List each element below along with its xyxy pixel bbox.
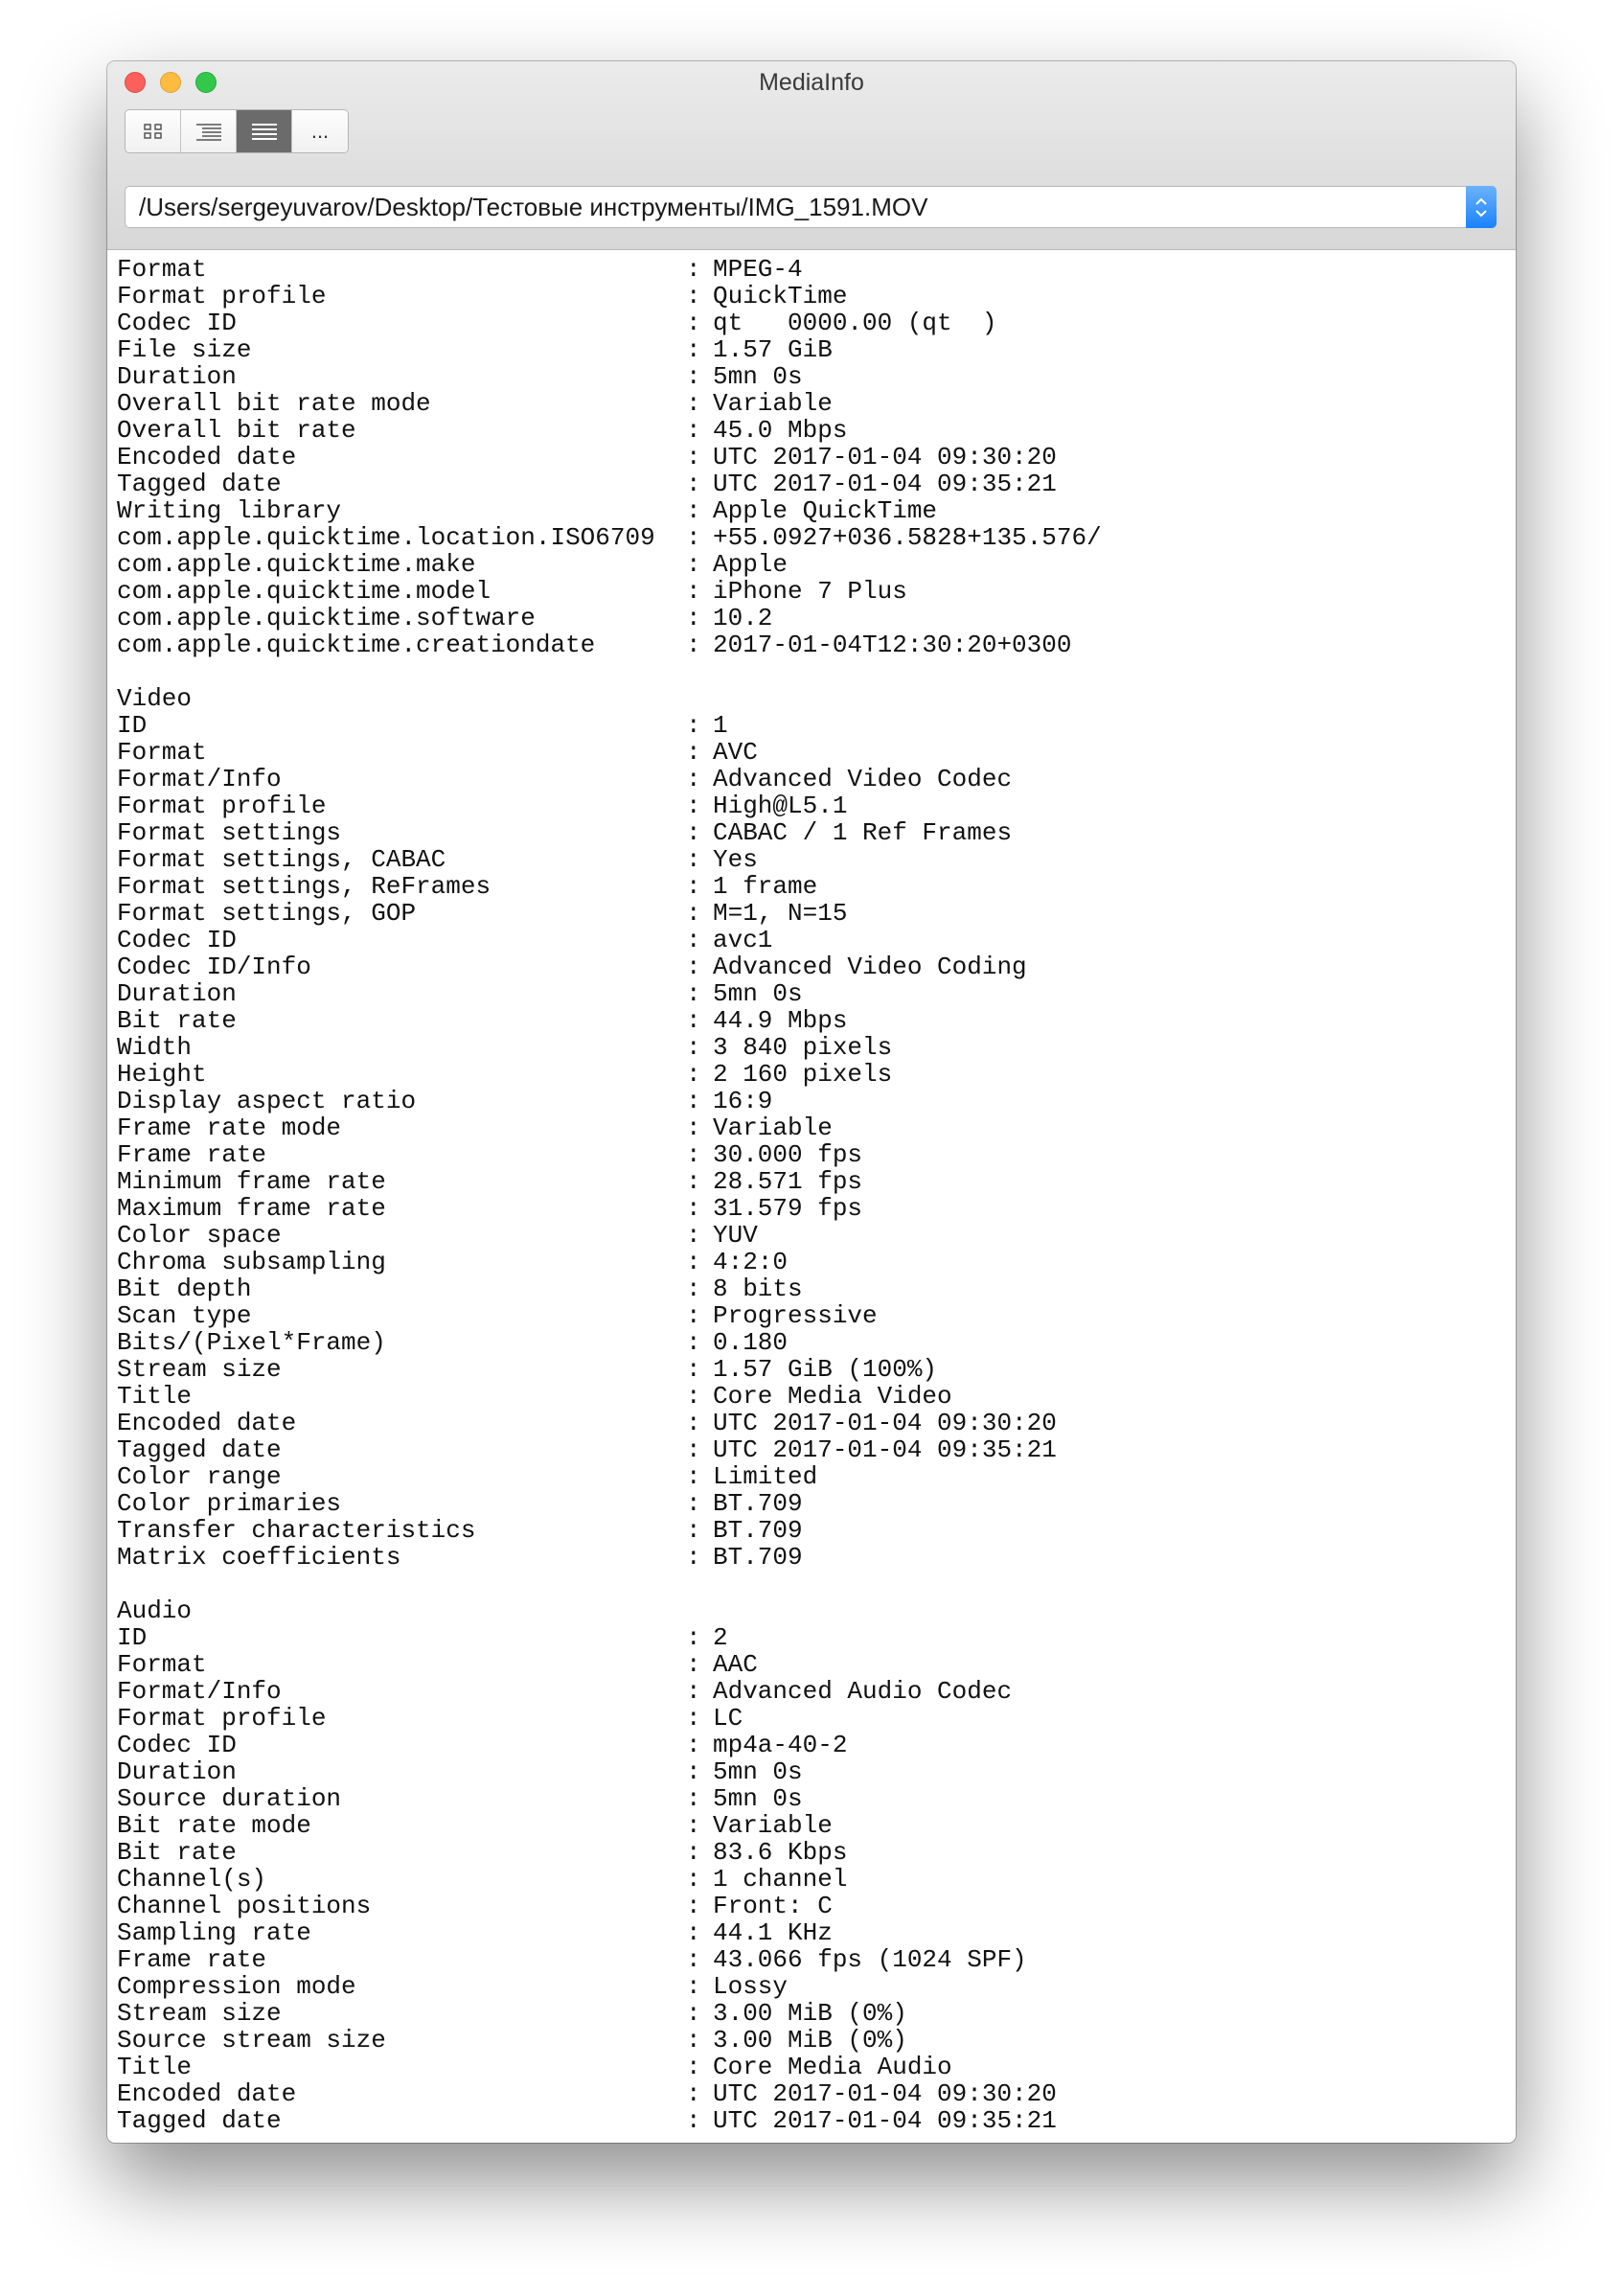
report-row <box>117 1274 803 1303</box>
report-row <box>117 1382 952 1411</box>
report-row <box>117 1194 863 1223</box>
field-name: Codec ID <box>117 1731 237 1759</box>
report-row <box>117 2053 952 2081</box>
field-separator: : <box>686 792 701 820</box>
field-separator: : <box>686 1462 701 1491</box>
report-row <box>117 1248 789 1276</box>
field-value: 5mn 0s <box>713 362 803 391</box>
field-value: 1.57 GiB <box>713 335 833 364</box>
field-value: 8 bits <box>713 1274 803 1303</box>
field-separator: : <box>686 1865 701 1894</box>
field-separator: : <box>686 1623 701 1652</box>
field-value: 0.180 <box>713 1328 789 1357</box>
report-row <box>117 496 938 525</box>
field-value: 16:9 <box>713 1087 773 1115</box>
field-name: File size <box>117 335 252 364</box>
field-value: UTC 2017-01-04 09:30:20 <box>713 443 1057 471</box>
field-value: Core Media Audio <box>713 2053 952 2081</box>
file-path-text: /Users/sergeyuvarov/Desktop/Тестовые инструменты/IMG_1591.MOV <box>139 193 928 221</box>
field-name: Bit rate mode <box>117 1811 311 1840</box>
field-name: com.apple.quicktime.software <box>117 604 536 632</box>
field-separator: : <box>686 1757 701 1786</box>
field-value: BT.709 <box>713 1516 803 1545</box>
report-row <box>117 1784 803 1813</box>
report-row <box>117 1355 938 1384</box>
field-value: UTC 2017-01-04 09:35:21 <box>713 2106 1057 2135</box>
field-separator: : <box>686 1301 701 1330</box>
report-row <box>117 1462 818 1491</box>
report-row <box>117 362 803 391</box>
report-row <box>117 470 1057 498</box>
field-value: 83.6 Kbps <box>713 1838 848 1867</box>
report-row <box>117 1731 848 1759</box>
more-label: ... <box>310 119 330 143</box>
field-separator: : <box>686 496 701 525</box>
field-name: Color space <box>117 1221 282 1250</box>
field-name: com.apple.quicktime.model <box>117 577 491 606</box>
popup-chevron-icon <box>1466 186 1497 228</box>
field-separator: : <box>686 604 701 632</box>
report-row <box>117 1972 789 2001</box>
field-separator: : <box>686 1999 701 2028</box>
field-name: Duration <box>117 1757 237 1786</box>
report-row <box>117 255 803 284</box>
field-separator: : <box>686 1221 701 1250</box>
field-value: 1.57 GiB (100%) <box>713 1355 938 1384</box>
field-value: CABAC / 1 Ref Frames <box>713 818 1013 847</box>
field-name: com.apple.quicktime.location.ISO6709 <box>117 523 655 552</box>
report-row <box>117 1543 803 1572</box>
report-row <box>117 1623 728 1652</box>
report-row <box>117 1060 893 1089</box>
field-value: 1 frame <box>713 872 818 901</box>
field-name: Compression mode <box>117 1972 356 2001</box>
field-name: Chroma subsampling <box>117 1248 386 1276</box>
field-separator: : <box>686 631 701 659</box>
field-value: Core Media Video <box>713 1382 952 1411</box>
report-row <box>117 1409 1057 1437</box>
report-row <box>117 1918 833 1947</box>
field-name: Scan type <box>117 1301 252 1330</box>
report-row <box>117 577 907 606</box>
report-row <box>117 711 728 740</box>
report-row <box>117 631 1072 659</box>
field-name: Channel(s) <box>117 1865 267 1894</box>
field-value: UTC 2017-01-04 09:35:21 <box>713 1435 1057 1464</box>
field-value: Apple <box>713 550 789 579</box>
field-name: Color primaries <box>117 1489 342 1518</box>
field-name: Format <box>117 1650 207 1679</box>
report-row <box>117 523 1102 552</box>
field-separator: : <box>686 818 701 847</box>
field-separator: : <box>686 1677 701 1706</box>
field-separator: : <box>686 926 701 954</box>
field-name: Writing library <box>117 496 342 525</box>
field-separator: : <box>686 577 701 606</box>
field-value: Progressive <box>713 1301 878 1330</box>
field-value: High@L5.1 <box>713 792 848 820</box>
report-row <box>117 1489 803 1518</box>
text-view-icon <box>250 122 279 141</box>
field-name: Format profile <box>117 1704 327 1733</box>
report-row <box>117 1865 848 1894</box>
field-value: Yes <box>713 845 758 874</box>
report-row <box>117 1114 833 1142</box>
field-name: Codec ID <box>117 309 237 337</box>
field-separator: : <box>686 335 701 364</box>
blank-line <box>117 658 192 685</box>
field-separator: : <box>686 1516 701 1545</box>
field-separator: : <box>686 309 701 337</box>
field-separator: : <box>686 1087 701 1115</box>
field-value: Lossy <box>713 1972 789 2001</box>
field-name: Encoded date <box>117 443 297 471</box>
field-value: qt 0000.00 (qt ) <box>713 309 997 337</box>
field-separator: : <box>686 255 701 284</box>
field-separator: : <box>686 1972 701 2001</box>
field-separator: : <box>686 2053 701 2081</box>
report-row <box>117 1704 743 1733</box>
field-value: Variable <box>713 389 833 418</box>
view-mode-more-button[interactable] <box>292 110 348 152</box>
field-name: Duration <box>117 979 237 1008</box>
field-name: Source duration <box>117 1784 342 1813</box>
field-separator: : <box>686 1945 701 1974</box>
report-row <box>117 335 833 364</box>
field-value: UTC 2017-01-04 09:30:20 <box>713 2079 1057 2108</box>
field-value: 10.2 <box>713 604 773 632</box>
report-row <box>117 845 758 874</box>
field-value: BT.709 <box>713 1489 803 1518</box>
blank-line <box>117 1571 192 1597</box>
report-row <box>117 443 1057 471</box>
field-name: com.apple.quicktime.creationdate <box>117 631 596 659</box>
field-name: ID <box>117 1623 148 1652</box>
field-name: Maximum frame rate <box>117 1194 386 1223</box>
field-name: Color range <box>117 1462 282 1491</box>
view-mode-tree-button[interactable] <box>181 110 237 152</box>
field-separator: : <box>686 416 701 445</box>
field-value: 2017-01-04T12:30:20+0300 <box>713 631 1072 659</box>
field-name: Minimum frame rate <box>117 1167 386 1196</box>
field-value: 5mn 0s <box>713 979 803 1008</box>
field-value: iPhone 7 Plus <box>713 577 907 606</box>
field-separator: : <box>686 1731 701 1759</box>
field-separator: : <box>686 362 701 391</box>
field-name: Height <box>117 1060 207 1089</box>
field-separator: : <box>686 711 701 740</box>
field-name: Title <box>117 1382 193 1411</box>
field-separator: : <box>686 1114 701 1142</box>
field-value: 5mn 0s <box>713 1784 803 1813</box>
report-row <box>117 309 997 337</box>
report-row <box>117 1301 878 1330</box>
field-separator: : <box>686 1033 701 1062</box>
report-text <box>117 255 1102 2135</box>
field-value: mp4a-40-2 <box>713 1731 848 1759</box>
field-name: Encoded date <box>117 2079 297 2108</box>
field-name: Channel positions <box>117 1892 372 1920</box>
field-value: Advanced Video Coding <box>713 953 1027 981</box>
report-row <box>117 792 848 820</box>
field-name: Encoded date <box>117 1409 297 1437</box>
report-row <box>117 979 803 1008</box>
report-row <box>117 282 848 310</box>
field-name: Stream size <box>117 1999 282 2028</box>
field-name: Format profile <box>117 282 327 310</box>
field-name: com.apple.quicktime.make <box>117 550 476 579</box>
field-name: Bit rate <box>117 1006 237 1035</box>
report-row <box>117 604 773 632</box>
report-row <box>117 2026 907 2055</box>
field-separator: : <box>686 1194 701 1223</box>
field-separator: : <box>686 443 701 471</box>
field-separator: : <box>686 1328 701 1357</box>
field-separator: : <box>686 845 701 874</box>
report-row <box>117 1892 833 1920</box>
report-row <box>117 926 773 954</box>
field-name: Frame rate mode <box>117 1114 342 1142</box>
report-row <box>117 2106 1057 2135</box>
field-value: AAC <box>713 1650 758 1679</box>
field-name: Stream size <box>117 1355 282 1384</box>
field-name: Width <box>117 1033 193 1062</box>
field-separator: : <box>686 1060 701 1089</box>
report-row <box>117 1945 1027 1974</box>
report-row <box>117 1516 803 1545</box>
report-row <box>117 389 833 418</box>
report-row <box>117 1677 1013 1706</box>
field-value: 3.00 MiB (0%) <box>713 1999 907 2028</box>
field-separator: : <box>686 1382 701 1411</box>
field-separator: : <box>686 2079 701 2108</box>
report-row <box>117 1999 907 2028</box>
report-row <box>117 1006 848 1035</box>
view-mode-segmented-control <box>125 109 349 153</box>
field-value: 43.066 fps (1024 SPF) <box>713 1945 1027 1974</box>
report-row <box>117 738 758 767</box>
field-separator: : <box>686 2106 701 2135</box>
view-mode-text-button[interactable] <box>237 110 292 152</box>
tree-view-icon <box>194 122 223 141</box>
field-value: MPEG-4 <box>713 255 803 284</box>
field-separator: : <box>686 1918 701 1947</box>
report-row <box>117 765 1013 793</box>
field-separator: : <box>686 1838 701 1867</box>
field-value: BT.709 <box>713 1543 803 1572</box>
report-row <box>117 2079 1057 2108</box>
view-mode-easy-button[interactable] <box>126 110 181 152</box>
field-name: Frame rate <box>117 1140 267 1169</box>
field-value: avc1 <box>713 926 773 954</box>
field-separator: : <box>686 872 701 901</box>
field-name: Title <box>117 2053 193 2081</box>
field-value: Apple QuickTime <box>713 496 938 525</box>
field-name: Display aspect ratio <box>117 1087 417 1115</box>
field-separator: : <box>686 2026 701 2055</box>
field-value: 44.9 Mbps <box>713 1006 848 1035</box>
field-value: M=1, N=15 <box>713 899 848 928</box>
field-separator: : <box>686 1811 701 1840</box>
field-separator: : <box>686 765 701 793</box>
field-value: Variable <box>713 1811 833 1840</box>
field-value: 30.000 fps <box>713 1140 863 1169</box>
field-name: Bit rate <box>117 1838 237 1867</box>
field-name: Bit depth <box>117 1274 252 1303</box>
field-value: Advanced Audio Codec <box>713 1677 1013 1706</box>
field-value: 45.0 Mbps <box>713 416 848 445</box>
field-value: 1 <box>713 711 728 740</box>
field-name: Bits/(Pixel*Frame) <box>117 1328 386 1357</box>
field-separator: : <box>686 389 701 418</box>
field-value: 2 <box>713 1623 728 1652</box>
field-name: Format profile <box>117 792 327 820</box>
field-separator: : <box>686 1274 701 1303</box>
report-row <box>117 899 848 928</box>
field-name: Format settings <box>117 818 342 847</box>
field-value: 3 840 pixels <box>713 1033 893 1062</box>
field-name: Format settings, ReFrames <box>117 872 491 901</box>
field-name: Format settings, GOP <box>117 899 417 928</box>
field-value: 2 160 pixels <box>713 1060 893 1089</box>
report-row <box>117 1838 848 1867</box>
field-name: Tagged date <box>117 470 282 498</box>
report-row <box>117 1221 758 1250</box>
field-name: Sampling rate <box>117 1918 311 1947</box>
field-value: 5mn 0s <box>713 1757 803 1786</box>
field-separator: : <box>686 523 701 552</box>
field-separator: : <box>686 738 701 767</box>
field-name: ID <box>117 711 148 740</box>
field-value: Advanced Video Codec <box>713 765 1013 793</box>
field-name: Transfer characteristics <box>117 1516 476 1545</box>
field-separator: : <box>686 1704 701 1733</box>
field-name: Overall bit rate <box>117 416 356 445</box>
report-row <box>117 1033 893 1062</box>
field-name: Source stream size <box>117 2026 386 2055</box>
report-row <box>117 1757 803 1786</box>
field-separator: : <box>686 1650 701 1679</box>
field-name: Overall bit rate mode <box>117 389 431 418</box>
field-value: 44.1 KHz <box>713 1918 833 1947</box>
field-name: Codec ID/Info <box>117 953 311 981</box>
field-value: YUV <box>713 1221 758 1250</box>
report-text-view[interactable] <box>107 250 1516 2143</box>
grid-view-icon <box>143 123 164 140</box>
report-row <box>117 818 1013 847</box>
field-name: Format <box>117 255 207 284</box>
field-value: Front: C <box>713 1892 833 1920</box>
field-separator: : <box>686 899 701 928</box>
field-name: Tagged date <box>117 2106 282 2135</box>
field-value: 28.571 fps <box>713 1167 863 1196</box>
field-name: Frame rate <box>117 1945 267 1974</box>
field-separator: : <box>686 1784 701 1813</box>
file-path-popup[interactable] <box>125 186 1497 228</box>
window-title: MediaInfo <box>759 69 864 96</box>
field-value: Limited <box>713 1462 818 1491</box>
field-name: Duration <box>117 362 237 391</box>
field-separator: : <box>686 1543 701 1572</box>
field-separator: : <box>686 979 701 1008</box>
field-separator: : <box>686 1140 701 1169</box>
field-name: Matrix coefficients <box>117 1543 401 1572</box>
field-separator: : <box>686 1355 701 1384</box>
field-name: Tagged date <box>117 1435 282 1464</box>
field-value: UTC 2017-01-04 09:35:21 <box>713 470 1057 498</box>
report-row <box>117 1328 789 1357</box>
field-value: LC <box>713 1704 743 1733</box>
field-value: AVC <box>713 738 758 767</box>
field-value: Variable <box>713 1114 833 1142</box>
field-separator: : <box>686 1167 701 1196</box>
field-name: Format settings, CABAC <box>117 845 446 874</box>
report-row <box>117 1811 833 1840</box>
report-row <box>117 416 848 445</box>
field-name: Codec ID <box>117 926 237 954</box>
field-separator: : <box>686 953 701 981</box>
report-row <box>117 872 818 901</box>
report-row <box>117 550 789 579</box>
field-name: Format <box>117 738 207 767</box>
field-separator: : <box>686 282 701 310</box>
field-separator: : <box>686 1409 701 1437</box>
field-separator: : <box>686 1248 701 1276</box>
field-value: 3.00 MiB (0%) <box>713 2026 907 2055</box>
section-title-audio: Audio <box>117 1596 193 1625</box>
mediainfo-window <box>107 61 1516 2143</box>
field-separator: : <box>686 1435 701 1464</box>
report-row <box>117 1435 1057 1464</box>
report-row <box>117 1167 863 1196</box>
section-title-video: Video <box>117 684 193 713</box>
field-value: +55.0927+036.5828+135.576/ <box>713 523 1102 552</box>
field-value: 1 channel <box>713 1865 848 1894</box>
report-row <box>117 953 1027 981</box>
field-separator: : <box>686 1006 701 1035</box>
field-value: 4:2:0 <box>713 1248 789 1276</box>
field-name: Format/Info <box>117 765 282 793</box>
field-separator: : <box>686 1489 701 1518</box>
report-row <box>117 1650 758 1679</box>
field-value: 31.579 fps <box>713 1194 863 1223</box>
titlebar <box>107 61 1516 250</box>
report-row <box>117 1087 773 1115</box>
field-separator: : <box>686 550 701 579</box>
field-value: UTC 2017-01-04 09:30:20 <box>713 1409 1057 1437</box>
field-separator: : <box>686 1892 701 1920</box>
field-value: QuickTime <box>713 282 848 310</box>
report-row <box>117 1140 863 1169</box>
field-separator: : <box>686 470 701 498</box>
field-name: Format/Info <box>117 1677 282 1706</box>
